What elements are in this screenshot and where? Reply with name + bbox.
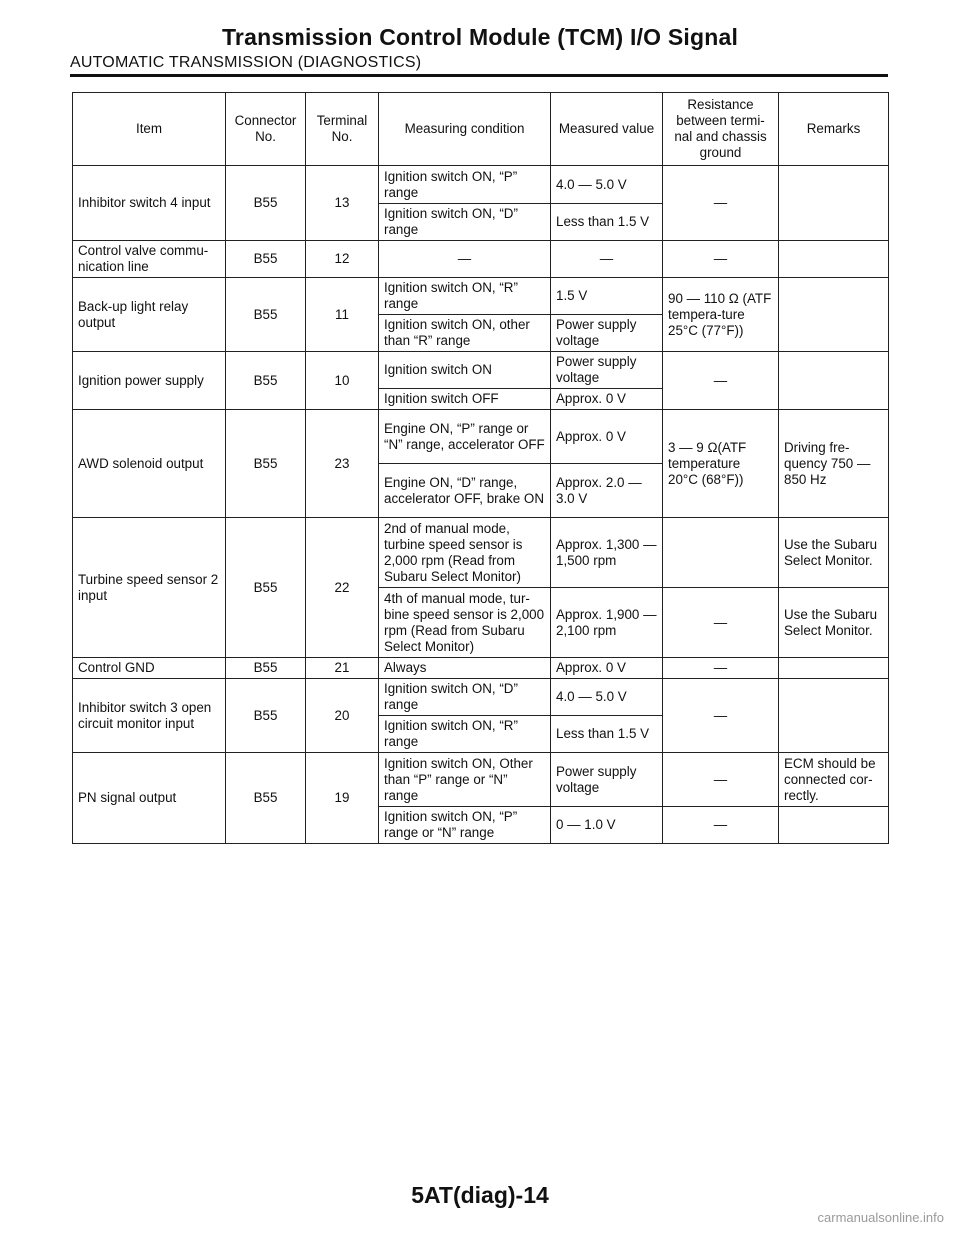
item-cell: Control GND — [73, 658, 226, 679]
resistance-cell: — — [663, 352, 779, 410]
col-resistance: Resistance between termi-nal and chassis ground — [663, 93, 779, 166]
condition-cell: Ignition switch ON, “R” range — [379, 278, 551, 315]
value-cell: 4.0 — 5.0 V — [551, 679, 663, 716]
terminal-cell: 23 — [306, 410, 379, 518]
value-cell: Approx. 0 V — [551, 410, 663, 464]
io-signal-table — [72, 92, 889, 844]
resistance-cell: — — [663, 658, 779, 679]
item-cell: Inhibitor switch 4 input — [73, 166, 226, 241]
terminal-cell: 20 — [306, 679, 379, 753]
remarks-cell — [779, 807, 889, 844]
remarks-cell — [779, 166, 889, 241]
resistance-cell: — — [663, 807, 779, 844]
resistance-cell: — — [663, 241, 779, 278]
resistance-cell — [663, 518, 779, 588]
table-row — [73, 658, 889, 679]
condition-cell: Ignition switch ON, other than “R” range — [379, 315, 551, 352]
value-cell: Power supply voltage — [551, 315, 663, 352]
table-header-row — [73, 93, 889, 166]
remarks-cell: Use the Subaru Select Monitor. — [779, 518, 889, 588]
col-item: Item — [73, 93, 226, 166]
value-cell: Approx. 1,300 — 1,500 rpm — [551, 518, 663, 588]
remarks-cell: Driving fre-quency 750 — 850 Hz — [779, 410, 889, 518]
table-row — [73, 352, 889, 389]
terminal-cell: 21 — [306, 658, 379, 679]
item-cell: Turbine speed sensor 2 input — [73, 518, 226, 658]
value-cell: Power supply voltage — [551, 753, 663, 807]
col-measured-value: Measured value — [551, 93, 663, 166]
resistance-cell: 3 — 9 Ω(ATF temperature 20°C (68°F)) — [663, 410, 779, 518]
terminal-cell: 12 — [306, 241, 379, 278]
condition-cell: Engine ON, “P” range or “N” range, accelerator OFF — [379, 410, 551, 464]
condition-cell: Ignition switch ON, “D” range — [379, 204, 551, 241]
resistance-cell: — — [663, 679, 779, 753]
value-cell: 1.5 V — [551, 278, 663, 315]
remarks-cell: Use the Subaru Select Monitor. — [779, 588, 889, 658]
connector-cell: B55 — [226, 241, 306, 278]
condition-cell: Ignition switch ON, “P” range or “N” range — [379, 807, 551, 844]
page-title: Transmission Control Module (TCM) I/O Signal — [221, 24, 739, 50]
value-cell: Power supply voltage — [551, 352, 663, 389]
remarks-cell — [779, 241, 889, 278]
condition-cell: 4th of manual mode, tur-bine speed sensor is 2,000 rpm (Read from Subaru Select Monitor) — [379, 588, 551, 658]
terminal-cell: 19 — [306, 753, 379, 844]
resistance-cell: — — [663, 166, 779, 241]
table-row — [73, 679, 889, 716]
terminal-cell: 11 — [306, 278, 379, 352]
connector-cell: B55 — [226, 278, 306, 352]
col-condition: Measuring condition — [379, 93, 551, 166]
page-number: 5AT(diag)-14 — [411, 1182, 549, 1208]
header-rule — [70, 74, 888, 77]
watermark: carmanualsonline.info — [817, 1210, 944, 1225]
item-cell: Ignition power supply — [73, 352, 226, 410]
table-row — [73, 278, 889, 315]
connector-cell: B55 — [226, 753, 306, 844]
section-title: AUTOMATIC TRANSMISSION (DIAGNOSTICS) — [70, 54, 422, 71]
table-row — [73, 410, 889, 464]
table-row — [73, 518, 889, 588]
terminal-cell: 22 — [306, 518, 379, 658]
connector-cell: B55 — [226, 679, 306, 753]
col-remarks: Remarks — [779, 93, 889, 166]
remarks-cell — [779, 278, 889, 352]
connector-cell: B55 — [226, 518, 306, 658]
terminal-cell: 10 — [306, 352, 379, 410]
connector-cell: B55 — [226, 166, 306, 241]
condition-cell: Engine ON, “D” range, accelerator OFF, brake ON — [379, 464, 551, 518]
item-cell: Inhibitor switch 3 open circuit monitor input — [73, 679, 226, 753]
col-terminal: Terminal No. — [306, 93, 379, 166]
resistance-cell: — — [663, 588, 779, 658]
value-cell: Less than 1.5 V — [551, 716, 663, 753]
value-cell: Approx. 0 V — [551, 389, 663, 410]
condition-cell: Ignition switch ON, Other than “P” range or “N” range — [379, 753, 551, 807]
resistance-cell: 90 — 110 Ω (ATF tempera-ture 25°C (77°F)) — [663, 278, 779, 352]
value-cell: — — [551, 241, 663, 278]
terminal-cell: 13 — [306, 166, 379, 241]
remarks-cell — [779, 679, 889, 753]
value-cell: Approx. 2.0 — 3.0 V — [551, 464, 663, 518]
remarks-cell — [779, 352, 889, 410]
table-row — [73, 753, 889, 807]
connector-cell: B55 — [226, 658, 306, 679]
condition-cell: 2nd of manual mode, turbine speed sensor is 2,000 rpm (Read from Subaru Select Monitor) — [379, 518, 551, 588]
remarks-cell — [779, 658, 889, 679]
resistance-cell: — — [663, 753, 779, 807]
value-cell: Less than 1.5 V — [551, 204, 663, 241]
condition-cell: Ignition switch ON, “D” range — [379, 679, 551, 716]
item-cell: Back-up light relay output — [73, 278, 226, 352]
item-cell: Control valve commu-nication line — [73, 241, 226, 278]
condition-cell: Ignition switch ON, “R” range — [379, 716, 551, 753]
col-connector: Connector No. — [226, 93, 306, 166]
table-row — [73, 241, 889, 278]
condition-cell: — — [379, 241, 551, 278]
value-cell: 4.0 — 5.0 V — [551, 166, 663, 204]
connector-cell: B55 — [226, 352, 306, 410]
value-cell: Approx. 0 V — [551, 658, 663, 679]
connector-cell: B55 — [226, 410, 306, 518]
value-cell: Approx. 1,900 — 2,100 rpm — [551, 588, 663, 658]
table-row — [73, 166, 889, 204]
item-cell: PN signal output — [73, 753, 226, 844]
item-cell: AWD solenoid output — [73, 410, 226, 518]
condition-cell: Ignition switch ON — [379, 352, 551, 389]
condition-cell: Ignition switch OFF — [379, 389, 551, 410]
condition-cell: Ignition switch ON, “P” range — [379, 166, 551, 204]
remarks-cell: ECM should be connected cor-rectly. — [779, 753, 889, 807]
condition-cell: Always — [379, 658, 551, 679]
value-cell: 0 — 1.0 V — [551, 807, 663, 844]
